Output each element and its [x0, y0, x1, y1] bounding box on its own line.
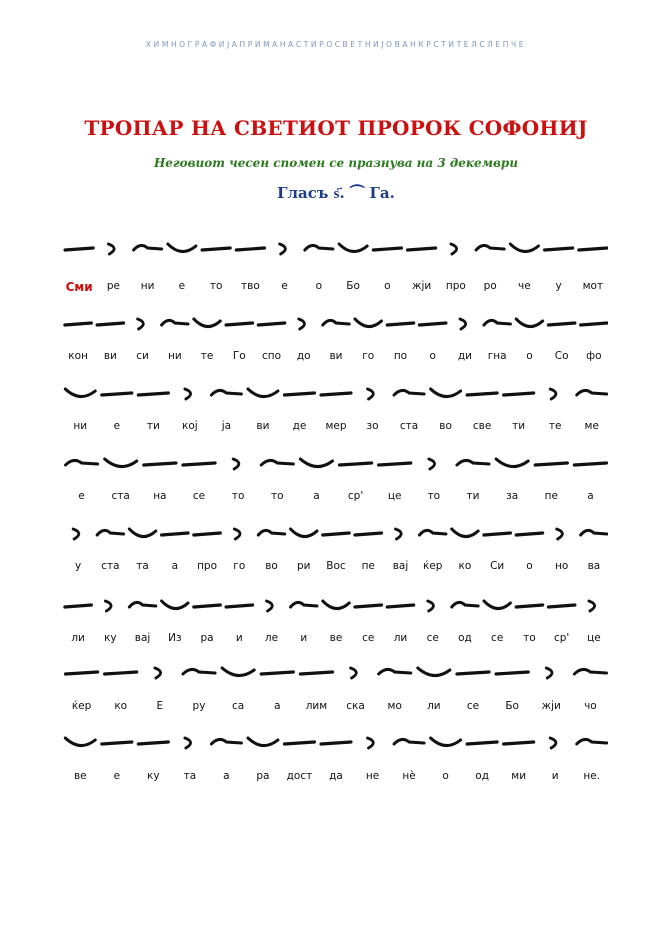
apostrophos-curve-neume-icon: [431, 389, 461, 397]
lyric-syllable: ку: [104, 632, 117, 644]
lyric-syllable: кон: [68, 350, 88, 362]
lyric-syllable: ку: [147, 770, 160, 782]
apostrophos-curve-neume-icon: [452, 529, 478, 537]
lyric-line: [0, 700, 672, 720]
ison-neume-icon: [280, 244, 286, 254]
lyric-syllable: све: [472, 420, 492, 432]
lyric-syllable: во: [265, 560, 278, 572]
lyric-syllable: и: [300, 632, 308, 644]
apostrophos-curve-neume-icon: [496, 459, 528, 467]
lyric-syllable: фо: [586, 350, 602, 362]
ison-neume-icon: [429, 459, 435, 469]
lyric-syllable: но: [554, 560, 569, 572]
oligon-neume-icon: [355, 605, 381, 607]
petaste-neume-icon: [577, 390, 607, 395]
lyric-syllable: го: [362, 350, 375, 362]
lyric-syllable: у: [75, 560, 82, 572]
lyric-syllable: о: [526, 560, 533, 572]
oligon-neume-icon: [387, 323, 413, 325]
lyric-syllable: пе: [361, 560, 375, 572]
oligon-neume-icon: [545, 248, 573, 250]
lyric-syllable: ве: [73, 770, 87, 782]
oligon-neume-icon: [66, 672, 98, 674]
oligon-neume-icon: [496, 672, 528, 674]
petaste-neume-icon: [258, 530, 284, 535]
lyric-line: [0, 560, 672, 580]
oligon-neume-icon: [258, 323, 284, 325]
oligon-neume-icon: [284, 393, 314, 395]
lyric-syllable: да: [329, 770, 343, 782]
lyric-syllable: са: [232, 700, 245, 712]
lyric-syllable: Бо: [505, 700, 519, 712]
ison-neume-icon: [428, 601, 434, 611]
petaste-neume-icon: [97, 530, 123, 535]
lyric-syllable: то: [427, 490, 441, 502]
apostrophos-curve-neume-icon: [431, 738, 461, 746]
neume-row: [62, 443, 608, 483]
lyric-syllable: се: [426, 632, 439, 644]
petaste-neume-icon: [452, 602, 478, 607]
lyric-syllable: ти: [512, 420, 526, 432]
lyric-syllable: ли: [71, 632, 85, 644]
ison-neume-icon: [185, 738, 191, 748]
lyric-syllable: си: [136, 350, 149, 362]
lyric-syllable: е: [178, 280, 186, 292]
lyric-syllable: мер: [325, 420, 347, 432]
lyric-syllable: те: [200, 350, 214, 362]
lyric-syllable: то: [523, 632, 536, 644]
lyric-syllable: е: [113, 770, 121, 782]
lyric-syllable: ср': [347, 490, 364, 502]
lyric-syllable: ро: [483, 280, 497, 292]
lyric-syllable: ви: [103, 350, 117, 362]
lyric-syllable: те: [548, 420, 562, 432]
lyric-syllable: це: [387, 490, 402, 502]
lyric-syllable: и: [551, 770, 559, 782]
oligon-neume-icon: [379, 463, 411, 465]
lyric-syllable: вај: [392, 560, 409, 572]
ison-neume-icon: [451, 244, 457, 254]
lyric-syllable: ри: [297, 560, 311, 572]
oligon-neume-icon: [408, 248, 436, 250]
ison-neume-icon: [299, 319, 305, 329]
apostrophos-curve-neume-icon: [355, 319, 381, 327]
oligon-neume-icon: [467, 742, 497, 744]
ison-neume-icon: [108, 244, 114, 254]
ison-neume-icon: [138, 319, 144, 329]
apostrophos-curve-neume-icon: [248, 389, 278, 397]
petaste-neume-icon: [379, 669, 411, 674]
lyric-syllable: а: [274, 700, 281, 712]
oligon-neume-icon: [226, 605, 252, 607]
lyric-syllable: ста: [101, 560, 120, 572]
lyric-syllable: про: [197, 560, 218, 572]
lyric-syllable: ска: [346, 700, 365, 712]
oligon-neume-icon: [457, 672, 489, 674]
petaste-neume-icon: [581, 530, 607, 535]
lyric-syllable: то: [231, 490, 245, 502]
lyric-syllable: ни: [140, 280, 155, 292]
oligon-neume-icon: [516, 533, 542, 535]
lyric-syllable: се: [466, 700, 480, 712]
oligon-neume-icon: [226, 323, 252, 325]
apostrophos-curve-neume-icon: [300, 459, 332, 467]
oligon-neume-icon: [340, 463, 372, 465]
neume-row: [62, 228, 608, 268]
lyric-syllable: ќер: [71, 700, 92, 712]
petaste-neume-icon: [291, 602, 317, 607]
apostrophos-curve-neume-icon: [168, 244, 196, 252]
lyric-syllable: Го: [232, 350, 246, 362]
apostrophos-curve-neume-icon: [162, 601, 188, 609]
ison-neume-icon: [550, 389, 556, 399]
lyric-syllable: ве: [329, 632, 343, 644]
neume-row: [62, 373, 608, 413]
lyric-syllable: о: [315, 280, 323, 292]
oligon-neume-icon: [355, 533, 381, 535]
oligon-neume-icon: [419, 323, 445, 325]
apostrophos-curve-neume-icon: [484, 601, 510, 609]
oligon-neume-icon: [162, 533, 188, 535]
oligon-neume-icon: [183, 463, 215, 465]
apostrophos-curve-neume-icon: [194, 319, 220, 327]
ison-neume-icon: [351, 668, 357, 678]
oligon-neume-icon: [202, 248, 230, 250]
lyric-syllable: Вос: [326, 560, 346, 572]
lyric-syllable: мо: [387, 700, 402, 712]
page-header-watermark: ХИМНОГРАФИЈАПРИМАНАСТИРОСВЕТНИЈОВАНКРСТИТЕЛСЛЕПЧЕ: [145, 40, 527, 49]
ison-neume-icon: [368, 738, 374, 748]
oligon-neume-icon: [261, 672, 293, 674]
oligon-neume-icon: [194, 605, 220, 607]
lyric-syllable: вај: [134, 632, 151, 644]
lyric-syllable: ми: [511, 770, 527, 782]
lyric-syllable: ра: [200, 632, 214, 644]
tone-indicator: Гласъ ѕ҃. ⏜ Га.: [277, 184, 395, 202]
lyric-syllable: ли: [427, 700, 441, 712]
lyric-syllable: ра: [256, 770, 270, 782]
lyric-line: [0, 280, 672, 300]
oligon-neume-icon: [65, 323, 91, 325]
oligon-neume-icon: [467, 393, 497, 395]
lyric-syllable: се: [362, 632, 375, 644]
neume-row: [62, 722, 608, 762]
petaste-neume-icon: [323, 320, 349, 325]
petaste-neume-icon: [261, 460, 293, 465]
lyric-syllable: ме: [584, 420, 599, 432]
oligon-neume-icon: [144, 463, 176, 465]
apostrophos-curve-neume-icon: [418, 668, 450, 676]
petaste-neume-icon: [457, 460, 489, 465]
petaste-neume-icon: [577, 739, 607, 744]
petaste-neume-icon: [419, 530, 445, 535]
lyric-syllable: зо: [366, 420, 379, 432]
lyric-syllable: у: [555, 280, 562, 292]
apostrophos-curve-neume-icon: [248, 738, 278, 746]
oligon-neume-icon: [321, 393, 351, 395]
lyric-syllable: ни: [167, 350, 182, 362]
ison-neume-icon: [460, 319, 466, 329]
lyric-syllable: до: [296, 350, 311, 362]
lyric-syllable: а: [313, 490, 320, 502]
ison-neume-icon: [234, 529, 240, 539]
petaste-neume-icon: [162, 320, 188, 325]
oligon-neume-icon: [323, 533, 349, 535]
oligon-neume-icon: [387, 605, 413, 607]
petaste-neume-icon: [129, 602, 155, 607]
neume-row: [62, 652, 608, 692]
lyric-line: [0, 770, 672, 790]
lyric-syllable: а: [171, 560, 179, 572]
apostrophos-curve-neume-icon: [105, 459, 137, 467]
ison-neume-icon: [185, 389, 191, 399]
lyric-syllable: та: [136, 560, 149, 572]
lyric-syllable: жји: [412, 280, 432, 292]
lyric-syllable: мот: [582, 280, 604, 292]
oligon-neume-icon: [504, 393, 534, 395]
ison-neume-icon: [73, 529, 79, 539]
lyric-syllable: о: [429, 350, 436, 362]
lyric-syllable: а: [587, 490, 594, 502]
lyric-syllable: во: [439, 420, 452, 432]
apostrophos-curve-neume-icon: [129, 529, 155, 537]
oligon-neume-icon: [102, 742, 132, 744]
lyric-syllable: пе: [544, 490, 558, 502]
oligon-neume-icon: [373, 248, 401, 250]
petaste-neume-icon: [66, 460, 98, 465]
ison-neume-icon: [233, 459, 239, 469]
lyric-syllable: ре: [106, 280, 120, 292]
lyric-syllable: Сми: [65, 280, 93, 294]
lyric-syllable: про: [445, 280, 466, 292]
oligon-neume-icon: [65, 248, 93, 250]
lyric-syllable: ко: [114, 700, 128, 712]
petaste-neume-icon: [574, 669, 606, 674]
ison-neume-icon: [557, 529, 563, 539]
petaste-neume-icon: [183, 669, 215, 674]
lyric-syllable: жји: [541, 700, 561, 712]
lyric-syllable: ле: [264, 632, 279, 644]
lyric-syllable: на: [153, 490, 167, 502]
lyric-syllable: де: [292, 420, 307, 432]
ison-neume-icon: [395, 529, 401, 539]
lyric-syllable: ли: [393, 632, 408, 644]
neume-row: [62, 585, 608, 625]
oligon-neume-icon: [138, 742, 168, 744]
lyric-syllable: спо: [261, 350, 282, 362]
lyric-syllable: о: [442, 770, 449, 782]
apostrophos-curve-neume-icon: [65, 738, 95, 746]
oligon-neume-icon: [194, 533, 220, 535]
lyric-syllable: ста: [399, 420, 419, 432]
ison-neume-icon: [550, 738, 556, 748]
lyric-line: [0, 420, 672, 440]
petaste-neume-icon: [394, 390, 424, 395]
lyric-syllable: го: [233, 560, 246, 572]
ison-neume-icon: [589, 601, 595, 611]
lyric-syllable: ја: [221, 420, 232, 432]
lyric-syllable: ни: [73, 420, 88, 432]
oligon-neume-icon: [548, 323, 574, 325]
lyric-syllable: о: [384, 280, 391, 292]
petaste-neume-icon: [484, 320, 510, 325]
lyric-syllable: и: [235, 632, 243, 644]
lyric-syllable: ви: [256, 420, 270, 432]
oligon-neume-icon: [535, 463, 567, 465]
lyric-syllable: не.: [583, 770, 601, 782]
lyric-syllable: од: [475, 770, 489, 782]
lyric-line: [0, 490, 672, 510]
oligon-neume-icon: [284, 742, 314, 744]
lyric-syllable: ста: [111, 490, 130, 502]
apostrophos-curve-neume-icon: [339, 244, 367, 252]
petaste-neume-icon: [305, 245, 333, 250]
oligon-neume-icon: [504, 742, 534, 744]
lyric-syllable: ко: [458, 560, 472, 572]
apostrophos-curve-neume-icon: [510, 244, 538, 252]
petaste-neume-icon: [134, 245, 162, 250]
lyric-syllable: то: [271, 490, 284, 502]
lyric-syllable: е: [78, 490, 85, 502]
oligon-neume-icon: [579, 248, 607, 250]
lyric-syllable: Е: [156, 700, 164, 712]
lyric-syllable: Си: [490, 560, 505, 572]
lyric-syllable: чо: [584, 700, 597, 712]
oligon-neume-icon: [300, 672, 332, 674]
document-title: ТРОПАР НА СВЕТИОТ ПРОРОК СОФОНИЈ: [84, 116, 588, 140]
petaste-neume-icon: [476, 245, 504, 250]
lyric-syllable: гна: [487, 350, 507, 362]
lyric-syllable: ти: [466, 490, 480, 502]
lyric-syllable: се: [192, 490, 206, 502]
petaste-neume-icon: [211, 390, 241, 395]
lyric-syllable: че: [518, 280, 531, 292]
ison-neume-icon: [267, 601, 273, 611]
oligon-neume-icon: [574, 463, 606, 465]
lyric-syllable: тво: [241, 280, 260, 292]
ison-neume-icon: [368, 389, 374, 399]
apostrophos-curve-neume-icon: [222, 668, 254, 676]
lyric-syllable: за: [506, 490, 519, 502]
lyric-syllable: Со: [554, 350, 569, 362]
ison-neume-icon: [546, 668, 552, 678]
lyric-syllable: ќер: [422, 560, 443, 572]
lyric-syllable: се: [491, 632, 504, 644]
ison-neume-icon: [155, 668, 161, 678]
lyric-syllable: о: [526, 350, 533, 362]
oligon-neume-icon: [581, 323, 607, 325]
lyric-line: [0, 632, 672, 652]
oligon-neume-icon: [516, 605, 542, 607]
lyric-syllable: е: [281, 280, 288, 292]
lyric-syllable: е: [113, 420, 121, 432]
oligon-neume-icon: [105, 672, 137, 674]
lyric-syllable: кој: [182, 420, 198, 432]
oligon-neume-icon: [102, 393, 132, 395]
lyric-syllable: а: [223, 770, 230, 782]
lyric-line: [0, 350, 672, 370]
lyric-syllable: по: [393, 350, 408, 362]
apostrophos-curve-neume-icon: [516, 319, 542, 327]
lyric-syllable: ру: [192, 700, 206, 712]
apostrophos-curve-neume-icon: [323, 601, 349, 609]
apostrophos-curve-neume-icon: [65, 389, 95, 397]
lyric-syllable: ва: [587, 560, 601, 572]
lyric-syllable: то: [209, 280, 223, 292]
lyric-syllable: не: [365, 770, 380, 782]
lyric-syllable: Бо: [346, 280, 360, 292]
lyric-syllable: та: [183, 770, 197, 782]
oligon-neume-icon: [97, 323, 123, 325]
petaste-neume-icon: [394, 739, 424, 744]
oligon-neume-icon: [65, 605, 91, 607]
neume-row: [62, 513, 608, 553]
oligon-neume-icon: [548, 605, 574, 607]
lyric-syllable: ти: [146, 420, 160, 432]
petaste-neume-icon: [211, 739, 241, 744]
lyric-syllable: ср': [553, 632, 570, 644]
oligon-neume-icon: [236, 248, 264, 250]
ison-neume-icon: [105, 601, 111, 611]
apostrophos-curve-neume-icon: [291, 529, 317, 537]
document-subtitle: Неговиот чесен спомен се празнува на 3 декември: [153, 156, 519, 170]
neume-row: [62, 303, 608, 343]
lyric-syllable: це: [587, 632, 601, 644]
lyric-syllable: Из: [168, 632, 182, 644]
lyric-syllable: дост: [286, 770, 313, 782]
oligon-neume-icon: [321, 742, 351, 744]
lyric-syllable: ди: [457, 350, 472, 362]
lyric-syllable: од: [458, 632, 472, 644]
lyric-syllable: ви: [329, 350, 343, 362]
lyric-syllable: нѐ: [402, 770, 416, 782]
oligon-neume-icon: [484, 533, 510, 535]
lyric-syllable: лим: [305, 700, 328, 712]
oligon-neume-icon: [138, 393, 168, 395]
